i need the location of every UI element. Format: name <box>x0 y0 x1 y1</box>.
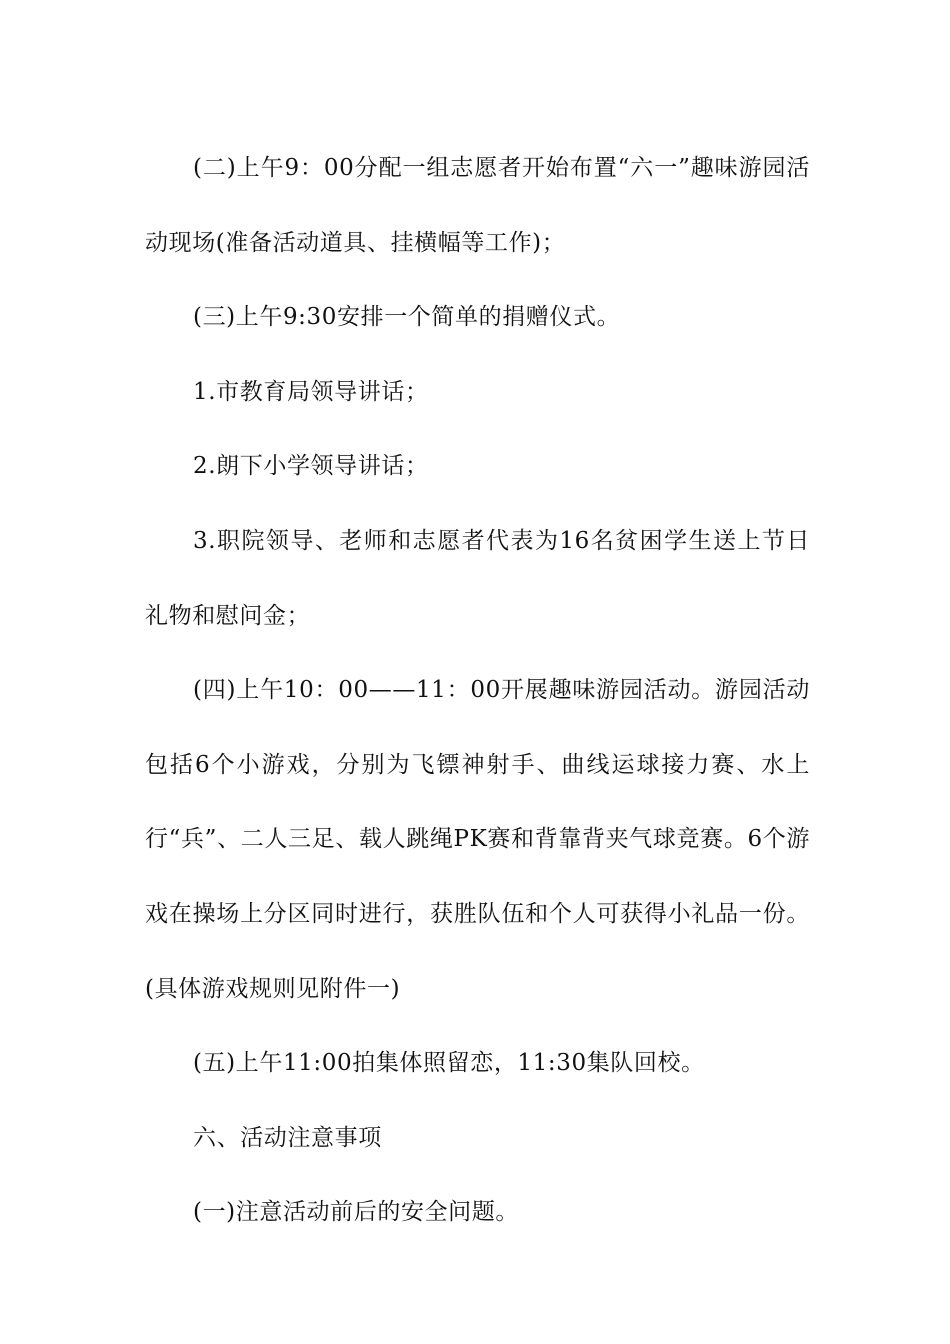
paragraph-note-1: (一)注意活动前后的安全问题。 <box>193 1199 519 1226</box>
paragraph-item-2: 2.朗下小学领导讲话； <box>193 453 429 480</box>
paragraph-schedule-4: (四)上午10：00——11：00开展趣味游园活动。游园活动包括6个小游戏，分别为飞镖神射手、曲线运球接力赛、水上行“兵”、二人三足、载人跳绳PK赛和背靠背夹气球竞赛。6个游戏在操场上分区同时进行，获胜队伍和个人可获得小礼品一份。(具体游戏规则见附件一) <box>145 677 810 1002</box>
paragraph-item-3: 3.职院领导、老师和志愿者代表为16名贫困学生送上节日礼物和慰问金； <box>145 527 810 629</box>
paragraph-schedule-5: (五)上午11:00拍集体照留恋，11:30集队回校。 <box>193 1050 705 1077</box>
document-body <box>145 131 810 1250</box>
section-heading-notes: 六、活动注意事项 <box>193 1124 382 1151</box>
paragraph-schedule-3: (三)上午9:30安排一个简单的捐赠仪式。 <box>193 304 621 331</box>
paragraph-item-1: 1.市教育局领导讲话； <box>193 378 429 405</box>
paragraph-schedule-2: (二)上午9：00分配一组志愿者开始布置“六一”趣味游园活动现场(准备活动道具、挂横幅等工作)； <box>145 155 810 256</box>
